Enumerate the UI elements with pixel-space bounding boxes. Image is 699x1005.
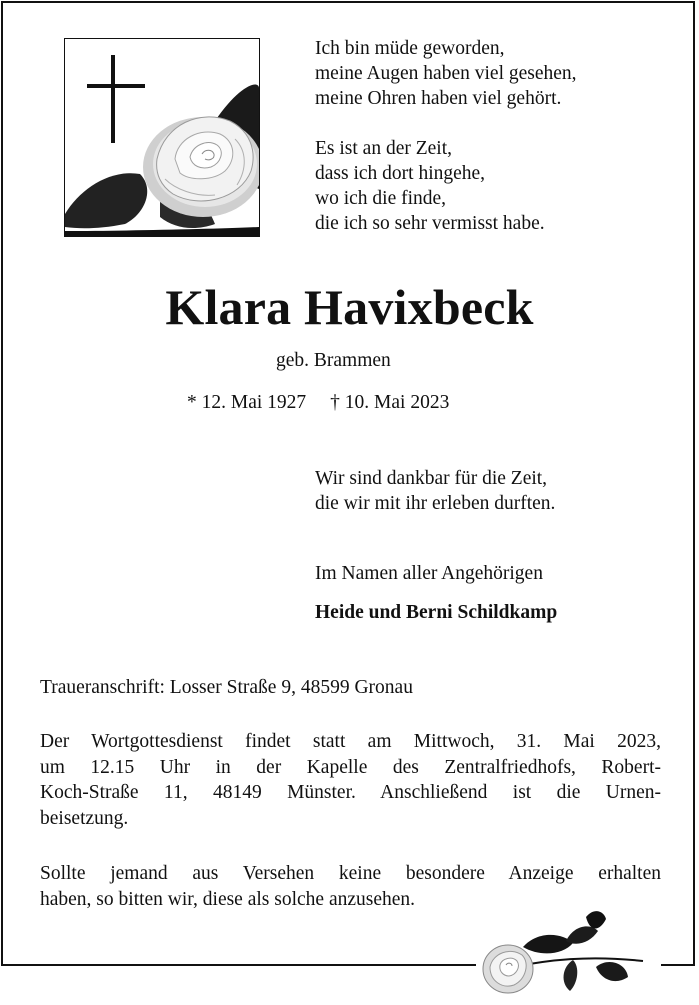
- mourning-address: Traueranschrift: Losser Straße 9, 48599 Gronau: [40, 677, 413, 698]
- poem-line: meine Ohren haben viel gehört.: [315, 88, 562, 109]
- notice-line: haben, so bitten wir, diese als solche anzusehen.: [40, 888, 416, 910]
- life-dates: [187, 392, 449, 414]
- service-line: Koch-Straße 11, 48149 Münster. Anschließend ist die Urnen-: [40, 782, 661, 803]
- birth-date: * 12. Mai 1927: [187, 392, 307, 413]
- poem-line: Es ist an der Zeit,: [315, 138, 453, 159]
- cross-icon: [87, 55, 145, 143]
- cross-rose-picture: [64, 38, 260, 237]
- family-names: Heide und Berni Schildkamp: [315, 602, 558, 623]
- poem-line: meine Augen haben viel gesehen,: [315, 63, 577, 84]
- corner-rose: [478, 905, 653, 1000]
- service-line: um 12.15 Uhr in der Kapelle des Zentralfriedhofs, Robert-: [40, 756, 661, 778]
- poem-line: Ich bin müde geworden,: [315, 38, 505, 59]
- poem-line: dass ich dort hingehe,: [315, 163, 486, 184]
- poem-stanza-2: [315, 136, 545, 236]
- poem-line: wo ich die finde,: [315, 188, 447, 209]
- poem-stanza-1: [315, 36, 577, 111]
- service-line: Der Wortgottesdienst findet statt am Mittwoch, 31. Mai 2023,: [40, 731, 661, 752]
- notice-line: Sollte jemand aus Versehen keine besondere Anzeige erhalten: [40, 863, 661, 884]
- family-intro: Im Namen aller Angehörigen: [315, 563, 543, 584]
- birth-name: geb. Brammen: [276, 350, 391, 371]
- rose-image: [143, 117, 259, 217]
- service-paragraph: [40, 729, 661, 831]
- service-line: beisetzung.: [40, 807, 129, 829]
- gratitude-text: [315, 466, 555, 516]
- gratitude-line: Wir sind dankbar für die Zeit,: [315, 468, 548, 489]
- rose-image: [483, 911, 643, 993]
- poem-line: die ich so sehr vermisst habe.: [315, 213, 545, 234]
- deceased-name: Klara Havixbeck: [165, 279, 534, 335]
- gratitude-line: die wir mit ihr erleben durften.: [315, 493, 556, 514]
- death-date: † 10. Mai 2023: [330, 392, 450, 413]
